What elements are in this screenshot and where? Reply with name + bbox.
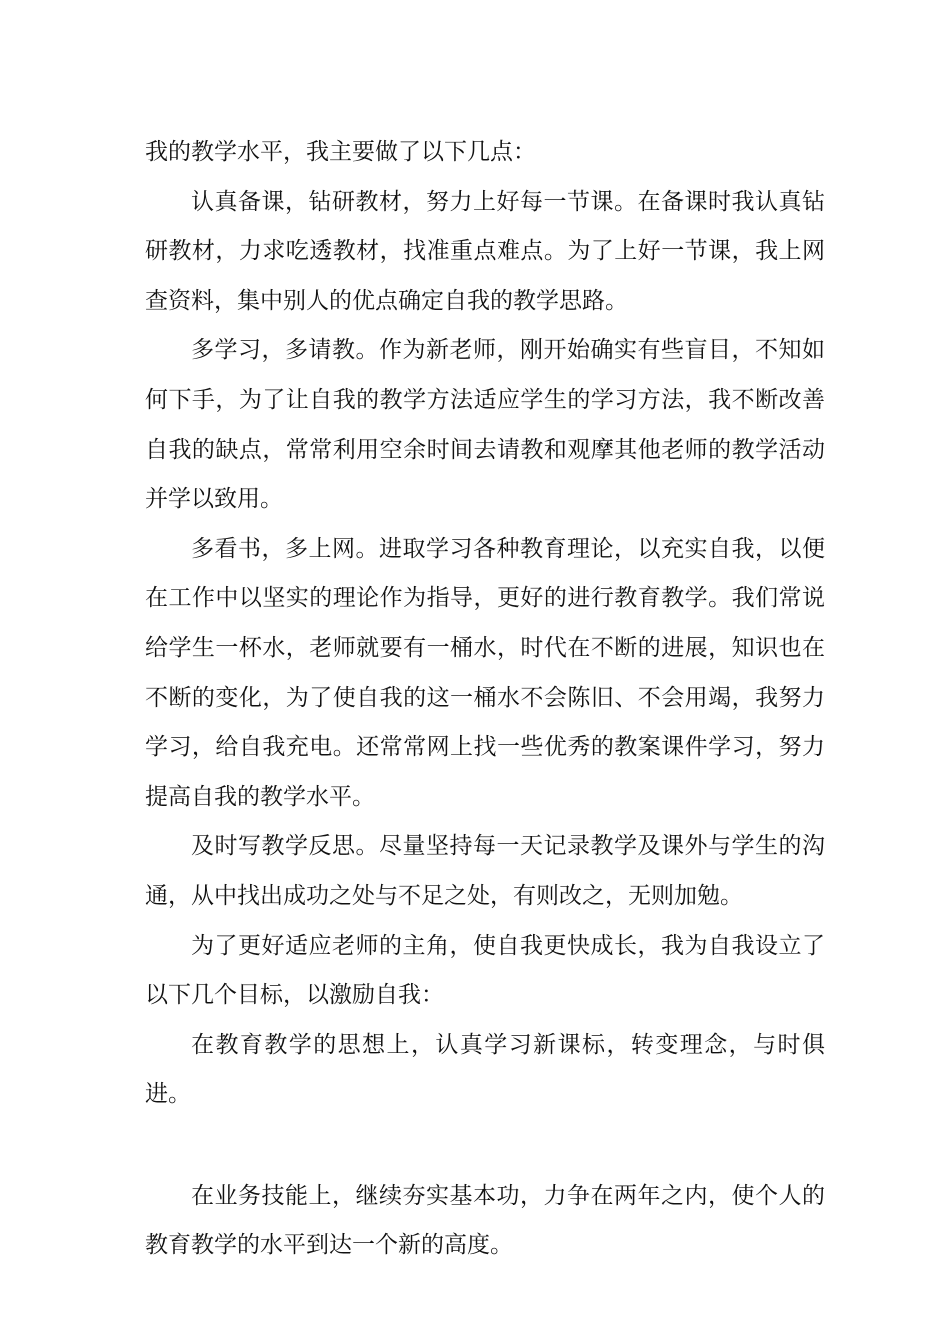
paragraph-goal-thinking: 在教育教学的思想上，认真学习新课标，转变理念，与时俱进。: [145, 1031, 825, 1108]
paragraph-continuation: 我的教学水平，我主要做了以下几点：: [145, 139, 536, 165]
document-body: [145, 128, 825, 1271]
paragraph-learn-and-ask: 多学习，多请教。作为新老师，刚开始确实有些盲目，不知如何下手，为了让自我的教学方法适应学生的学习方法，我不断改善自我的缺点，常常利用空余时间去请教和观摩其他老师的教学活动并学以致用。: [145, 337, 825, 513]
paragraph-lesson-preparation: 认真备课，钻研教材，努力上好每一节课。在备课时我认真钻研教材，力求吃透教材，找准重点难点。为了上好一节课，我上网查资料，集中别人的优点确定自我的教学思路。: [145, 188, 825, 314]
paragraph-teaching-reflection: 及时写教学反思。尽量坚持每一天记录教学及课外与学生的沟通，从中找出成功之处与不足之处，有则改之，无则加勉。: [145, 833, 825, 909]
paragraph-goals-intro: 为了更好适应老师的主角，使自我更快成长，我为自我设立了以下几个目标，以激励自我：: [145, 932, 825, 1009]
paragraph-read-and-browse: 多看书，多上网。进取学习各种教育理论，以充实自我，以便在工作中以坚实的理论作为指导，更好的进行教育教学。我们常说给学生一杯水，老师就要有一桶水，时代在不断的进展，知识也在不断的变化，为了使自我的这一桶水不会陈旧、不会用竭，我努力学习，给自我充电。还常常网上找一些优秀的教案课件学习，努力提高自我的教学水平。: [145, 535, 825, 810]
paragraph-goal-skills: 在业务技能上，继续夯实基本功，力争在两年之内，使个人的教育教学的水平到达一个新的高度。: [145, 1182, 825, 1259]
